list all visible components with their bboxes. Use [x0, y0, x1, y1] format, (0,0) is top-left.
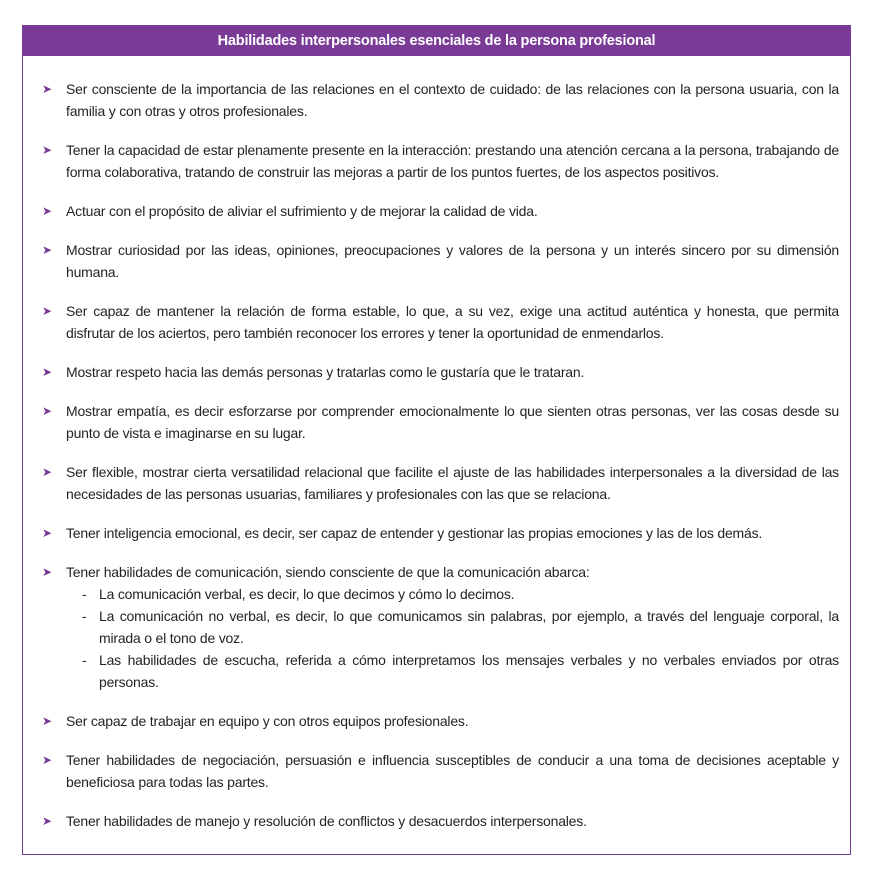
sub-list-item — [79, 605, 839, 649]
arrow-bullet-icon: ➤ — [42, 526, 52, 540]
box-body — [23, 56, 850, 854]
list-item-content — [66, 300, 839, 344]
list-item — [40, 200, 839, 222]
list-item-content — [66, 239, 839, 283]
dash-bullet: - — [82, 652, 87, 668]
list-item-text: Tener habilidades de comunicación, siendo consciente de que la comunicación abarca: — [66, 564, 590, 580]
arrow-bullet-icon: ➤ — [42, 714, 52, 728]
list-item-text: Tener inteligencia emocional, es decir, ser capaz de entender y gestionar las propias emociones y las de los demás. — [66, 525, 763, 541]
arrow-bullet-icon: ➤ — [42, 404, 52, 418]
sub-list-item — [79, 649, 839, 693]
list-item — [40, 361, 839, 383]
list-item-text: Actuar con el propósito de aliviar el sufrimiento y de mejorar la calidad de vida. — [66, 203, 538, 219]
arrow-bullet-icon: ➤ — [42, 143, 52, 157]
list-item-text: Mostrar curiosidad por las ideas, opiniones, preocupaciones y valores de la persona y un interés sincero por su dimensión humana. — [66, 242, 839, 280]
list-item — [40, 461, 839, 505]
arrow-bullet-icon: ➤ — [42, 365, 52, 379]
list-item-text: Tener habilidades de manejo y resolución de conflictos y desacuerdos interpersonales. — [66, 813, 587, 829]
list-item-text: Tener habilidades de negociación, persuasión e influencia susceptibles de conducir a una toma de decisiones aceptable y beneficiosa para todas las partes. — [66, 752, 839, 790]
arrow-bullet-icon: ➤ — [42, 465, 52, 479]
sub-list-item-text: Las habilidades de escucha, referida a cómo interpretamos los mensajes verbales y no verbales enviados por otras personas. — [99, 652, 839, 690]
list-item-content — [66, 78, 839, 122]
sub-list-item — [79, 583, 839, 605]
list-item — [40, 710, 839, 732]
list-item — [40, 749, 839, 793]
list-item-content — [66, 561, 839, 693]
arrow-bullet-icon: ➤ — [42, 565, 52, 579]
list-item-content — [66, 522, 839, 544]
arrow-bullet-icon: ➤ — [42, 753, 52, 767]
list-item-content — [66, 749, 839, 793]
list-item-text: Mostrar respeto hacia las demás personas y tratarlas como le gustaría que le trataran. — [66, 364, 585, 380]
list-item-text: Ser capaz de mantener la relación de forma estable, lo que, a su vez, exige una actitud auténtica y honesta, que permita disfrutar de los aciertos, pero también reconocer los errores y tener la oportunidad de enmendarlos. — [66, 303, 839, 341]
list-item-content — [66, 810, 839, 832]
arrow-bullet-icon: ➤ — [42, 82, 52, 96]
list-item — [40, 522, 839, 544]
list-item — [40, 400, 839, 444]
list-item-content — [66, 200, 839, 222]
list-item — [40, 300, 839, 344]
list-item-content — [66, 361, 839, 383]
dash-bullet: - — [82, 608, 87, 624]
list-item-text: Ser consciente de la importancia de las relaciones en el contexto de cuidado: de las relaciones con la persona usuaria, con la familia y con otras y otros profesionales. — [66, 81, 839, 119]
arrow-bullet-icon: ➤ — [42, 243, 52, 257]
list-item-text: Mostrar empatía, es decir esforzarse por comprender emocionalmente lo que sienten otras personas, ver las cosas desde su punto de vista e imaginarse en su lugar. — [66, 403, 839, 441]
sub-list-item-text: La comunicación verbal, es decir, lo que decimos y cómo lo decimos. — [99, 586, 515, 602]
skills-box — [22, 25, 851, 855]
list-item-text: Ser capaz de trabajar en equipo y con otros equipos profesionales. — [66, 713, 469, 729]
list-item-content — [66, 710, 839, 732]
box-header — [23, 26, 850, 56]
list-item-text: Tener la capacidad de estar plenamente presente en la interacción: prestando una atención cercana a la persona, trabajando de forma colaborativa, tratando de construir las mejoras a partir de los puntos fuertes, de los aspectos positivos. — [66, 142, 839, 180]
list-item — [40, 810, 839, 832]
list-item — [40, 78, 839, 122]
list-item — [40, 239, 839, 283]
list-item-content — [66, 139, 839, 183]
sub-list — [66, 583, 839, 693]
dash-bullet: - — [82, 586, 87, 602]
sub-list-item-text: La comunicación no verbal, es decir, lo que comunicamos sin palabras, por ejemplo, a través del lenguaje corporal, la mirada o el tono de voz. — [99, 608, 839, 646]
box-title: Habilidades interpersonales esenciales de la persona profesional — [217, 33, 656, 49]
list-item-text: Ser flexible, mostrar cierta versatilidad relacional que facilite el ajuste de las habilidades interpersonales a la diversidad de las necesidades de las personas usuarias, familiares y profesionales con las que se relaciona. — [66, 464, 839, 502]
arrow-bullet-icon: ➤ — [42, 814, 52, 828]
list-item — [40, 139, 839, 183]
list-item — [40, 561, 839, 693]
list-item-content — [66, 461, 839, 505]
skills-list — [40, 78, 839, 832]
list-item-content — [66, 400, 839, 444]
arrow-bullet-icon: ➤ — [42, 204, 52, 218]
arrow-bullet-icon: ➤ — [42, 304, 52, 318]
